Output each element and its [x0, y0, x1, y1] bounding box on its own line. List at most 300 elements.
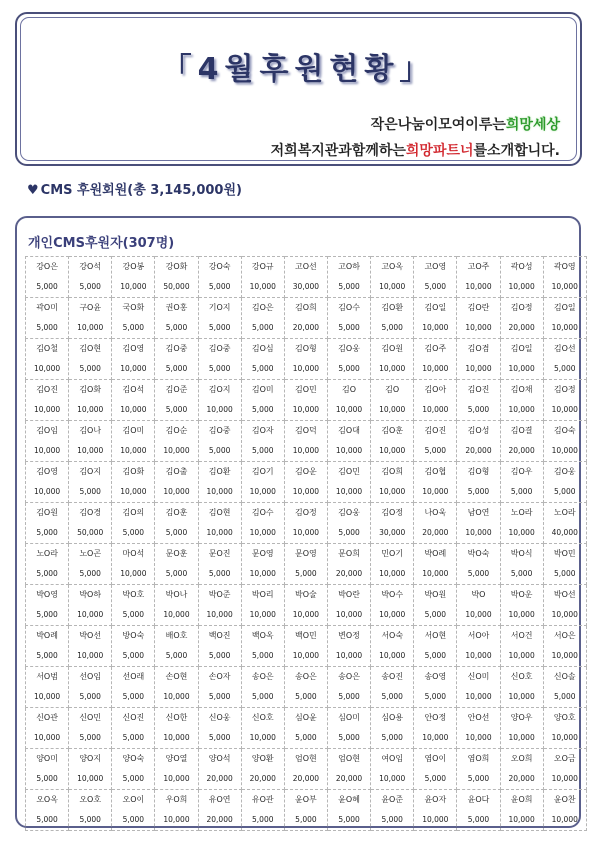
- donor-cell: [371, 503, 414, 544]
- table-row: [26, 749, 587, 790]
- donor-amount: 5,000: [79, 487, 101, 496]
- donor-name: 안O정: [424, 713, 447, 722]
- donor-cell: [112, 544, 155, 585]
- donor-cell: [241, 298, 284, 339]
- donor-amount: 5,000: [338, 282, 360, 291]
- donor-cell: [155, 257, 198, 298]
- donor-name: 여O임: [381, 754, 404, 763]
- donor-cell: [241, 339, 284, 380]
- donor-cell: [112, 708, 155, 749]
- donor-cell: [241, 380, 284, 421]
- donor-cell: [155, 626, 198, 667]
- donor-cell: [543, 503, 586, 544]
- donor-name: 김O민: [295, 385, 317, 394]
- donor-name: 강O화: [165, 262, 188, 271]
- donor-amount: 10,000: [508, 610, 535, 619]
- donor-amount: 10,000: [379, 446, 406, 455]
- donor-amount: 10,000: [249, 282, 276, 291]
- donor-cell: [26, 585, 69, 626]
- donor-amount: 10,000: [508, 282, 535, 291]
- donor-table: [25, 256, 587, 831]
- donor-name: 문O영: [295, 549, 317, 558]
- donor-name: 김O순: [165, 426, 188, 435]
- donor-name: 양O호: [553, 713, 576, 722]
- donor-name: 윤O자: [424, 795, 447, 804]
- donor-cell: [69, 626, 112, 667]
- donor-cell: [543, 749, 586, 790]
- donor-amount: 5,000: [36, 610, 58, 619]
- donor-amount: 20,000: [508, 774, 535, 783]
- donor-amount: 10,000: [292, 405, 320, 414]
- donor-name: 김O웅: [553, 467, 576, 476]
- donor-amount: 5,000: [510, 487, 533, 496]
- donor-name: 김O지: [79, 467, 102, 476]
- donor-amount: 10,000: [551, 774, 578, 783]
- donor-amount: 5,000: [338, 528, 360, 537]
- donor-cell: [414, 503, 457, 544]
- donor-name: 김O우: [510, 467, 533, 476]
- donor-name: 우O희: [165, 795, 188, 804]
- donor-cell: [155, 380, 198, 421]
- donor-amount: 5,000: [208, 692, 231, 701]
- donor-cell: [241, 585, 284, 626]
- donor-amount: 10,000: [33, 364, 61, 373]
- donor-amount: 5,000: [36, 282, 58, 291]
- donor-name: 김O자: [251, 426, 274, 435]
- donor-amount: 5,000: [208, 569, 231, 578]
- donor-name: 백O진: [208, 631, 231, 640]
- donor-amount: 5,000: [165, 651, 188, 660]
- donor-cell: [371, 708, 414, 749]
- donor-name: 김O환: [381, 303, 404, 312]
- donor-amount: 30,000: [292, 282, 320, 291]
- donor-cell: [26, 380, 69, 421]
- donor-amount: 10,000: [422, 364, 449, 373]
- donor-amount: 20,000: [465, 446, 492, 455]
- donor-name: 안O선: [467, 713, 490, 722]
- donor-amount: 10,000: [77, 610, 104, 619]
- donor-name: 양O지: [79, 754, 102, 763]
- donor-name: 고O영: [424, 262, 447, 271]
- donor-cell: [198, 462, 241, 503]
- donor-name: 김O형: [295, 344, 317, 353]
- donor-cell: [26, 462, 69, 503]
- donor-amount: 10,000: [508, 528, 535, 537]
- donor-cell: [327, 462, 370, 503]
- donor-name: 김O현: [79, 344, 102, 353]
- donor-name: 신O솔: [553, 672, 576, 681]
- donor-cell: [26, 421, 69, 462]
- donor-cell: [543, 544, 586, 585]
- donor-name: 양O미: [36, 754, 58, 763]
- donor-amount: 5,000: [554, 364, 576, 373]
- donor-cell: [198, 585, 241, 626]
- donor-amount: 10,000: [249, 610, 276, 619]
- donor-amount: 10,000: [249, 528, 276, 537]
- donor-amount: 10,000: [379, 405, 406, 414]
- donor-name: 김O석: [122, 385, 145, 394]
- donor-amount: 20,000: [206, 815, 233, 824]
- donor-amount: 10,000: [77, 405, 104, 414]
- donor-cell: [26, 667, 69, 708]
- donor-amount: 10,000: [465, 282, 492, 291]
- donor-amount: 5,000: [79, 815, 101, 824]
- donor-cell: [414, 339, 457, 380]
- donor-amount: 5,000: [381, 692, 403, 701]
- donor-name: 남O연: [467, 508, 490, 517]
- donor-amount: 10,000: [77, 323, 104, 332]
- donor-cell: [457, 544, 500, 585]
- donor-cell: [241, 667, 284, 708]
- donor-amount: 5,000: [122, 528, 145, 537]
- table-row: [26, 298, 587, 339]
- donor-amount: 5,000: [338, 733, 360, 742]
- donor-name: 김O의: [122, 508, 145, 517]
- donor-amount: 10,000: [120, 487, 147, 496]
- donor-name: 권O홍: [165, 303, 188, 312]
- donor-cell: [198, 421, 241, 462]
- donor-amount: 10,000: [508, 364, 535, 373]
- donor-amount: 10,000: [33, 692, 61, 701]
- donor-cell: [155, 667, 198, 708]
- donor-name: 김O철: [36, 344, 58, 353]
- donor-cell: [457, 667, 500, 708]
- donor-name: 서O숙: [381, 631, 404, 640]
- donor-name: 박O선: [79, 631, 102, 640]
- donor-cell: [26, 749, 69, 790]
- donor-cell: [500, 380, 543, 421]
- donor-cell: [457, 790, 500, 831]
- donor-cell: [371, 790, 414, 831]
- donor-amount: 50,000: [163, 282, 190, 291]
- donor-amount: 10,000: [77, 651, 104, 660]
- donor-cell: [241, 626, 284, 667]
- donor-amount: 10,000: [292, 528, 320, 537]
- donor-cell: [284, 667, 327, 708]
- donor-cell: [543, 585, 586, 626]
- donor-cell: [457, 298, 500, 339]
- donor-cell: [198, 667, 241, 708]
- donor-name: 송O은: [338, 672, 360, 681]
- donor-amount: 20,000: [206, 774, 233, 783]
- donor-name: 김O훈: [165, 508, 188, 517]
- donor-amount: 10,000: [292, 446, 320, 455]
- donor-cell: [500, 585, 543, 626]
- donor-cell: [112, 626, 155, 667]
- donor-name: 김O일: [553, 303, 576, 312]
- donor-amount: 10,000: [163, 815, 190, 824]
- donor-amount: 5,000: [122, 733, 145, 742]
- donor-amount: 5,000: [467, 774, 490, 783]
- donor-amount: 5,000: [122, 651, 145, 660]
- donor-name: 김O협: [424, 467, 447, 476]
- donor-cell: [69, 339, 112, 380]
- donor-amount: 5,000: [122, 323, 145, 332]
- donor-name: 마O석: [122, 549, 145, 558]
- donor-amount: 10,000: [292, 487, 320, 496]
- donor-name: 윤O준: [381, 795, 404, 804]
- donor-amount: 10,000: [292, 364, 320, 373]
- donor-cell: [543, 667, 586, 708]
- donor-name: 박O리: [251, 590, 274, 599]
- donor-cell: [500, 667, 543, 708]
- donor-name: 박O영: [36, 590, 58, 599]
- donor-cell: [543, 421, 586, 462]
- table-row: [26, 585, 587, 626]
- donor-name: 김O정: [510, 303, 533, 312]
- donor-name: 곽O성: [510, 262, 533, 271]
- table-row: [26, 503, 587, 544]
- heart-icon: ♥: [27, 183, 39, 198]
- donor-amount: 5,000: [122, 610, 145, 619]
- donor-amount: 5,000: [252, 405, 274, 414]
- donor-amount: 10,000: [379, 651, 406, 660]
- donor-amount: 5,000: [165, 364, 188, 373]
- donor-cell: [198, 503, 241, 544]
- donor-name: 고O선: [295, 262, 317, 271]
- donor-name: 김O결: [510, 426, 533, 435]
- slogan-2-text: 저희복지관과함께하는: [270, 143, 406, 159]
- donor-name: 강O숙: [208, 262, 231, 271]
- donor-amount: 5,000: [79, 733, 101, 742]
- donor-name: 서O건: [510, 631, 533, 640]
- donor-name: 김O화: [79, 385, 102, 394]
- donor-amount: 10,000: [508, 815, 535, 824]
- donor-name: 박O술: [295, 590, 317, 599]
- donor-name: 손O현: [165, 672, 188, 681]
- donor-amount: 5,000: [554, 569, 576, 578]
- donor-cell: [327, 585, 370, 626]
- donor-cell: [371, 462, 414, 503]
- donor-cell: [500, 626, 543, 667]
- donor-cell: [198, 380, 241, 421]
- donor-cell: [414, 585, 457, 626]
- donor-amount: 5,000: [510, 569, 533, 578]
- donor-cell: [414, 708, 457, 749]
- donor-name: 김O은: [251, 303, 274, 312]
- donor-name: 박O나: [165, 590, 188, 599]
- donor-name: 백O민: [295, 631, 317, 640]
- donor-amount: 10,000: [465, 528, 492, 537]
- donor-amount: 10,000: [120, 405, 147, 414]
- donor-cell: [457, 708, 500, 749]
- donor-name: 김O영: [122, 344, 145, 353]
- donor-cell: [198, 257, 241, 298]
- donor-name: 유O연: [208, 795, 231, 804]
- table-row: [26, 339, 587, 380]
- donor-name: 심O윤: [295, 713, 317, 722]
- donor-amount: 5,000: [36, 815, 58, 824]
- donor-name: 오O호: [79, 795, 102, 804]
- donor-name: 엄O현: [338, 754, 360, 763]
- table-row: [26, 667, 587, 708]
- donor-amount: 5,000: [79, 569, 101, 578]
- slogan-line-1: [371, 114, 560, 134]
- donor-name: 문O희: [338, 549, 360, 558]
- donor-amount: 5,000: [208, 651, 231, 660]
- donor-name: 신O호: [510, 672, 533, 681]
- donor-cell: [500, 708, 543, 749]
- donor-name: 김O희: [381, 467, 404, 476]
- donor-cell: [371, 257, 414, 298]
- donor-cell: [500, 503, 543, 544]
- donor-name: 배O호: [165, 631, 188, 640]
- donor-amount: 5,000: [122, 774, 145, 783]
- donor-amount: 5,000: [122, 815, 145, 824]
- donor-name: 김O겸: [467, 344, 490, 353]
- donor-amount: 10,000: [551, 323, 578, 332]
- donor-name: 김O미: [122, 426, 145, 435]
- donor-cell: [457, 749, 500, 790]
- donor-cell: [284, 298, 327, 339]
- donor-name: 송O진: [381, 672, 404, 681]
- donor-name: 김O수: [338, 303, 360, 312]
- donor-amount: 5,000: [338, 815, 360, 824]
- donor-cell: [284, 503, 327, 544]
- donor-name: 윤O다: [467, 795, 490, 804]
- donor-name: 김O정: [295, 508, 317, 517]
- donor-name: 오O이: [122, 795, 145, 804]
- donor-cell: [284, 626, 327, 667]
- donor-name: 양O열: [165, 754, 188, 763]
- donor-name: 서O아: [467, 631, 490, 640]
- donor-cell: [371, 667, 414, 708]
- donor-amount: 5,000: [424, 692, 447, 701]
- donor-name: 윤O찬: [553, 795, 576, 804]
- donor-amount: 5,000: [252, 364, 274, 373]
- donor-amount: 20,000: [508, 323, 535, 332]
- donor-name: 강O봉: [122, 262, 145, 271]
- donor-name: 박O선: [553, 590, 576, 599]
- donor-amount: 10,000: [163, 692, 190, 701]
- donor-cell: [327, 298, 370, 339]
- donor-amount: 10,000: [465, 692, 492, 701]
- donor-name: 김O경: [79, 508, 102, 517]
- donor-name: 송O영: [424, 672, 447, 681]
- section-heading: [27, 179, 242, 198]
- donor-name: 양O우: [510, 713, 533, 722]
- donor-amount: 10,000: [465, 733, 492, 742]
- donor-name: 김O중: [208, 344, 231, 353]
- donor-amount: 5,000: [424, 610, 447, 619]
- donor-amount: 10,000: [551, 610, 578, 619]
- donor-list-title: 개인CMS후원자(307명): [28, 236, 175, 251]
- donor-amount: 5,000: [295, 815, 317, 824]
- donor-amount: 10,000: [249, 733, 276, 742]
- donor-cell: [69, 503, 112, 544]
- donor-cell: [414, 790, 457, 831]
- donor-name: 손O자: [208, 672, 231, 681]
- donor-name: 김O원: [36, 508, 58, 517]
- donor-amount: 10,000: [422, 815, 449, 824]
- donor-cell: [155, 749, 198, 790]
- donor-name: 박O민: [553, 549, 576, 558]
- donor-name: 선O임: [79, 672, 102, 681]
- donor-amount: 5,000: [36, 569, 58, 578]
- donor-cell: [543, 790, 586, 831]
- donor-cell: [26, 339, 69, 380]
- donor-cell: [414, 298, 457, 339]
- donor-amount: 5,000: [554, 487, 576, 496]
- donor-amount: 10,000: [33, 405, 61, 414]
- donor-amount: 10,000: [33, 487, 61, 496]
- donor-name: 노O곤: [79, 549, 102, 558]
- donor-cell: [371, 421, 414, 462]
- donor-name: 노O라: [553, 508, 576, 517]
- header-panel: [15, 12, 582, 166]
- donor-cell: [457, 257, 500, 298]
- donor-name: 고O옥: [381, 262, 404, 271]
- donor-name: 강O은: [36, 262, 58, 271]
- donor-name: 김O선: [553, 344, 576, 353]
- donor-name: 김O민: [338, 467, 360, 476]
- donor-cell: [26, 708, 69, 749]
- donor-name: 염O희: [467, 754, 490, 763]
- donor-name: 신O웅: [208, 713, 231, 722]
- donor-name: 박O례: [424, 549, 447, 558]
- donor-name: 나O욱: [424, 508, 447, 517]
- donor-cell: [543, 257, 586, 298]
- donor-amount: 5,000: [424, 774, 447, 783]
- donor-name: 박O식: [510, 549, 533, 558]
- donor-cell: [414, 749, 457, 790]
- donor-name: 김O원: [381, 344, 404, 353]
- donor-name: 박O호: [122, 590, 145, 599]
- donor-cell: [69, 790, 112, 831]
- donor-name: 오O옥: [36, 795, 58, 804]
- donor-cell: [241, 544, 284, 585]
- donor-amount: 20,000: [335, 569, 363, 578]
- donor-name: 오O희: [510, 754, 533, 763]
- donor-amount: 20,000: [508, 446, 535, 455]
- donor-amount: 10,000: [465, 651, 492, 660]
- donor-name: 박O운: [510, 590, 533, 599]
- donor-name: 구O윤: [79, 303, 102, 312]
- donor-name: 박O수: [381, 590, 404, 599]
- donor-cell: [284, 421, 327, 462]
- donor-cell: [327, 503, 370, 544]
- donor-name: 염O이: [424, 754, 447, 763]
- donor-amount: 5,000: [338, 323, 360, 332]
- table-row: [26, 421, 587, 462]
- donor-name: 기O지: [208, 303, 231, 312]
- donor-amount: 5,000: [36, 323, 58, 332]
- donor-amount: 5,000: [252, 651, 274, 660]
- donor-amount: 5,000: [208, 282, 231, 291]
- donor-name: 김O형: [467, 467, 490, 476]
- donor-name: 김O진: [467, 385, 490, 394]
- donor-cell: [371, 380, 414, 421]
- donor-amount: 10,000: [335, 610, 363, 619]
- donor-amount: 5,000: [208, 323, 231, 332]
- donor-cell: [112, 298, 155, 339]
- donor-amount: 5,000: [208, 364, 231, 373]
- donor-cell: [543, 708, 586, 749]
- donor-cell: [457, 462, 500, 503]
- donor-amount: 10,000: [508, 692, 535, 701]
- donor-amount: 5,000: [165, 405, 188, 414]
- donor-amount: 10,000: [551, 815, 578, 824]
- donor-name: 서O은: [553, 631, 576, 640]
- donor-name: 박O준: [208, 590, 231, 599]
- donor-amount: 5,000: [36, 774, 58, 783]
- donor-amount: 10,000: [206, 405, 233, 414]
- donor-name: 서O범: [36, 672, 58, 681]
- donor-amount: 10,000: [551, 282, 578, 291]
- donor-cell: [500, 544, 543, 585]
- donor-name: 김O중: [208, 426, 231, 435]
- donor-cell: [69, 298, 112, 339]
